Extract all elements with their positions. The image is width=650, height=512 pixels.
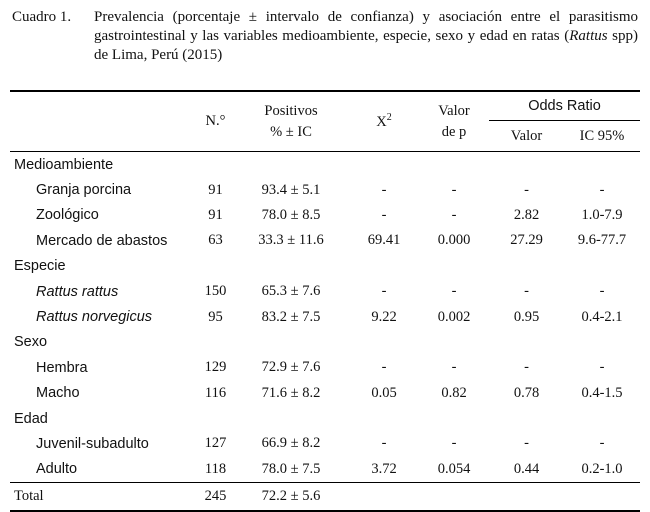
header-n: N.° <box>198 91 233 152</box>
table-row <box>10 431 640 456</box>
total-ic <box>564 483 640 512</box>
cell-n: 95 <box>208 308 223 325</box>
cell-n: 118 <box>204 460 227 477</box>
cell-valor-p: 0.054 <box>437 460 471 477</box>
cell-or-ic: - <box>599 283 605 300</box>
cell-x2: 3.72 <box>371 460 397 477</box>
header-chi-square-base: X <box>376 113 387 130</box>
row-label: Juvenil-subadulto <box>36 435 149 452</box>
cell-or-ic: 1.0-7.9 <box>581 206 623 223</box>
group-header-row <box>10 254 640 279</box>
cell-n: 91 <box>208 206 223 223</box>
header-positivos-line2: % ± IC <box>270 123 312 140</box>
cell-or-valor: - <box>524 283 529 300</box>
cell-x2: - <box>381 206 387 223</box>
table-row <box>10 177 640 202</box>
cell-n: 129 <box>204 359 227 376</box>
cell-valor-p: - <box>451 181 457 198</box>
total-x2 <box>349 483 419 512</box>
cell-x2: - <box>381 359 387 376</box>
cell-positivos: 78.0 ± 7.5 <box>261 460 321 477</box>
cell-or-valor: 2.82 <box>513 206 540 223</box>
cell-x2: 69.41 <box>367 232 401 249</box>
cell-positivos: 93.4 ± 5.1 <box>261 181 321 198</box>
cell-or-valor: - <box>524 181 529 198</box>
cell-or-valor: - <box>524 435 529 452</box>
header-positivos <box>233 91 349 152</box>
row-label: Rattus norvegicus <box>36 309 153 326</box>
row-label: Adulto <box>36 461 78 478</box>
header-chi-square <box>349 91 419 152</box>
table-row <box>10 304 640 329</box>
cell-or-valor: - <box>524 359 529 376</box>
header-valor-p-line1: Valor <box>438 102 470 119</box>
cell-x2: - <box>381 435 387 452</box>
cell-valor-p: 0.002 <box>437 308 471 325</box>
cell-or-ic: 0.2-1.0 <box>581 460 623 477</box>
cell-n: 150 <box>204 283 227 300</box>
group-header-row <box>10 330 640 355</box>
total-label: Total <box>14 488 44 505</box>
cell-valor-p: - <box>451 206 457 223</box>
cell-valor-p: 0.000 <box>437 232 471 249</box>
caption-italic-genus: Rattus <box>569 28 608 44</box>
table-row <box>10 457 640 483</box>
table-row <box>10 355 640 380</box>
table-header <box>10 91 640 152</box>
table-row <box>10 279 640 304</box>
row-label: Hembra <box>36 359 88 376</box>
cell-valor-p: - <box>451 283 457 300</box>
table-row <box>10 228 640 253</box>
row-label: Rattus rattus <box>36 283 119 300</box>
cell-or-valor: 0.95 <box>513 308 540 325</box>
cell-positivos: 71.6 ± 8.2 <box>261 384 321 401</box>
cell-or-ic: 0.4-1.5 <box>581 384 623 401</box>
cell-n: 63 <box>208 232 223 249</box>
header-odds-ratio: Odds Ratio <box>489 91 640 121</box>
group-header-row <box>10 152 640 178</box>
cell-or-valor: 0.78 <box>513 384 540 401</box>
header-chi-square-sup: 2 <box>386 112 392 124</box>
cell-positivos: 83.2 ± 7.5 <box>261 308 321 325</box>
row-label: Granja porcina <box>36 182 132 199</box>
header-positivos-line1: Positivos <box>264 102 318 119</box>
header-valor-p <box>419 91 489 152</box>
header-or-valor: Valor <box>510 127 543 144</box>
table-row <box>10 381 640 406</box>
table-footer <box>10 483 640 512</box>
table-body <box>10 152 640 483</box>
group-label: Edad <box>14 410 48 427</box>
cell-positivos: 78.0 ± 8.5 <box>261 206 321 223</box>
total-p <box>419 483 489 512</box>
group-label: Especie <box>14 258 66 275</box>
total-n: 245 <box>204 488 227 505</box>
header-valor-p-line2: de p <box>441 123 467 140</box>
cell-or-valor: 27.29 <box>510 232 543 249</box>
cell-positivos: 65.3 ± 7.6 <box>261 283 321 300</box>
caption-text <box>94 8 638 65</box>
cell-positivos: 72.9 ± 7.6 <box>261 359 321 376</box>
caption-text-part-2: spp) de Lima, Perú (2015) <box>94 28 638 63</box>
cell-positivos: 33.3 ± 11.6 <box>258 232 324 249</box>
table-row <box>10 203 640 228</box>
cell-or-ic: - <box>599 181 605 198</box>
cell-x2: - <box>381 283 387 300</box>
row-label: Mercado de abastos <box>36 232 168 249</box>
total-row <box>10 483 640 512</box>
cell-or-ic: 9.6-77.7 <box>577 232 627 249</box>
row-label: Macho <box>36 385 80 402</box>
header-variable <box>10 91 198 152</box>
cell-x2: 9.22 <box>371 308 397 325</box>
caption-label: Cuadro 1. <box>12 9 72 25</box>
group-header-row <box>10 406 640 431</box>
cell-positivos: 66.9 ± 8.2 <box>261 435 321 452</box>
prevalence-table <box>10 90 640 512</box>
cell-n: 116 <box>204 384 227 401</box>
cell-or-valor: 0.44 <box>513 460 540 477</box>
cell-or-ic: - <box>599 359 605 376</box>
total-positivos: 72.2 ± 5.6 <box>261 488 321 505</box>
row-label: Zoológico <box>36 207 99 224</box>
total-or <box>489 483 564 512</box>
cell-n: 91 <box>208 181 223 198</box>
cell-valor-p: 0.82 <box>441 384 467 401</box>
cell-x2: - <box>381 181 387 198</box>
cell-or-ic: - <box>599 435 605 452</box>
cell-or-ic: 0.4-2.1 <box>581 308 623 325</box>
group-label: Medioambiente <box>14 156 114 173</box>
header-or-ic: IC 95% <box>579 127 625 144</box>
cell-x2: 0.05 <box>371 384 397 401</box>
cell-valor-p: - <box>451 435 457 452</box>
cell-valor-p: - <box>451 359 457 376</box>
group-label: Sexo <box>14 334 48 351</box>
cell-n: 127 <box>204 435 227 452</box>
caption-text-part-1: Prevalencia (porcentaje ± intervalo de confianza) y asociación entre el parasitismo gastrointestinal y las variables medioambiente, especie, sexo y edad en ratas ( <box>94 9 638 44</box>
